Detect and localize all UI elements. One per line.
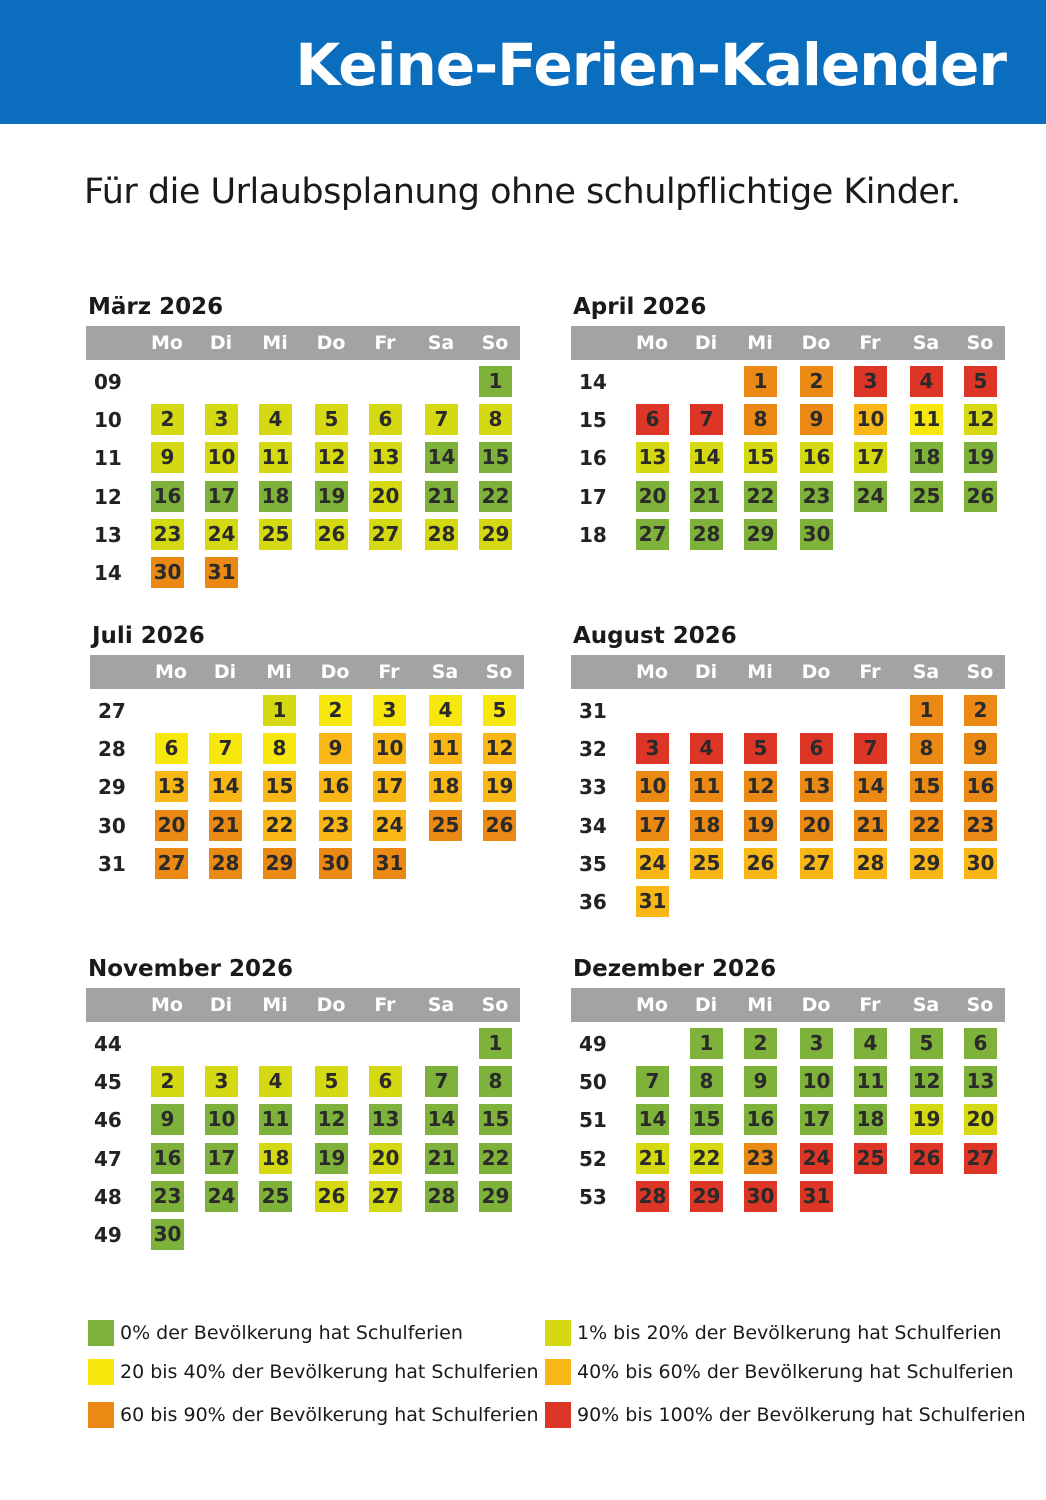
day-cell: 15 xyxy=(263,771,296,802)
month-title: März 2026 xyxy=(88,294,224,320)
day-cell: 17 xyxy=(205,481,238,512)
weekday-label: Mo xyxy=(155,661,187,683)
weekday-label: Di xyxy=(694,661,718,683)
day-cell: 1 xyxy=(479,366,512,397)
day-cell: 29 xyxy=(690,1181,723,1212)
day-cell: 23 xyxy=(151,519,184,550)
day-cell: 3 xyxy=(373,695,406,726)
weekday-label: Fr xyxy=(378,661,400,683)
day-cell: 31 xyxy=(800,1181,833,1212)
weekday-label: Mi xyxy=(262,994,288,1016)
week-number: 10 xyxy=(94,408,122,433)
weekday-label: Di xyxy=(213,661,237,683)
day-cell: 30 xyxy=(151,557,184,588)
day-cell: 22 xyxy=(479,481,512,512)
day-cell: 22 xyxy=(479,1143,512,1174)
day-cell: 22 xyxy=(263,810,296,841)
day-cell: 7 xyxy=(425,1066,458,1097)
day-cell: 11 xyxy=(259,1104,292,1135)
week-number: 31 xyxy=(98,851,126,876)
day-cell: 26 xyxy=(483,810,516,841)
day-cell: 23 xyxy=(964,810,997,841)
day-cell: 24 xyxy=(800,1143,833,1174)
day-cell: 7 xyxy=(209,733,242,764)
day-cell: 16 xyxy=(319,771,352,802)
week-number: 52 xyxy=(579,1146,607,1171)
weekday-label: So xyxy=(966,332,994,354)
weekday-label: Di xyxy=(694,994,718,1016)
day-cell: 25 xyxy=(259,519,292,550)
day-cell: 27 xyxy=(636,519,669,550)
day-cell: 20 xyxy=(369,1143,402,1174)
week-number: 46 xyxy=(94,1108,122,1133)
day-cell: 20 xyxy=(964,1104,997,1135)
weekday-label: Mo xyxy=(151,994,183,1016)
day-cell: 30 xyxy=(319,848,352,879)
day-cell: 2 xyxy=(964,695,997,726)
weekday-label: Mo xyxy=(636,994,668,1016)
legend-swatch xyxy=(545,1320,571,1346)
weekday-header xyxy=(86,988,520,1022)
legend-label: 40% bis 60% der Bevölkerung hat Schulferien xyxy=(577,1361,1014,1383)
weekday-label: So xyxy=(485,661,513,683)
day-cell: 16 xyxy=(151,1143,184,1174)
month-title: August 2026 xyxy=(573,623,737,649)
weekday-header xyxy=(571,326,1005,360)
day-cell: 19 xyxy=(964,442,997,473)
day-cell: 13 xyxy=(369,1104,402,1135)
day-cell: 30 xyxy=(744,1181,777,1212)
day-cell: 5 xyxy=(964,366,997,397)
day-cell: 13 xyxy=(636,442,669,473)
week-number: 28 xyxy=(98,737,126,762)
day-cell: 21 xyxy=(690,481,723,512)
day-cell: 17 xyxy=(205,1143,238,1174)
day-cell: 6 xyxy=(964,1028,997,1059)
weekday-label: Sa xyxy=(912,994,940,1016)
day-cell: 28 xyxy=(636,1181,669,1212)
day-cell: 19 xyxy=(315,1143,348,1174)
day-cell: 14 xyxy=(636,1104,669,1135)
day-cell: 22 xyxy=(690,1143,723,1174)
legend-label: 1% bis 20% der Bevölkerung hat Schulferien xyxy=(577,1322,1002,1344)
day-cell: 20 xyxy=(636,481,669,512)
week-number: 18 xyxy=(579,522,607,547)
day-cell: 9 xyxy=(151,1104,184,1135)
week-number: 14 xyxy=(579,370,607,394)
week-number: 09 xyxy=(94,370,122,394)
day-cell: 9 xyxy=(319,733,352,764)
day-cell: 26 xyxy=(315,1181,348,1212)
day-cell: 23 xyxy=(151,1181,184,1212)
weekday-label: Sa xyxy=(427,994,455,1016)
day-cell: 12 xyxy=(315,1104,348,1135)
day-cell: 4 xyxy=(910,366,943,397)
day-cell: 8 xyxy=(263,733,296,764)
day-cell: 5 xyxy=(315,404,348,435)
day-cell: 18 xyxy=(429,771,462,802)
day-cell: 28 xyxy=(425,519,458,550)
day-cell: 4 xyxy=(259,1066,292,1097)
day-cell: 19 xyxy=(910,1104,943,1135)
week-number: 12 xyxy=(94,484,122,509)
day-cell: 18 xyxy=(690,810,723,841)
day-cell: 26 xyxy=(964,481,997,512)
day-cell: 25 xyxy=(910,481,943,512)
day-cell: 10 xyxy=(205,1104,238,1135)
week-number: 53 xyxy=(579,1184,607,1209)
weekday-label: Do xyxy=(316,994,346,1016)
day-cell: 2 xyxy=(800,366,833,397)
legend-swatch xyxy=(545,1359,571,1385)
week-number: 30 xyxy=(98,813,126,838)
legend-swatch xyxy=(545,1402,571,1428)
weekday-label: So xyxy=(481,994,509,1016)
day-cell: 2 xyxy=(151,1066,184,1097)
day-cell: 8 xyxy=(910,733,943,764)
day-cell: 26 xyxy=(744,848,777,879)
week-number: 17 xyxy=(579,484,607,509)
weekday-label: Do xyxy=(316,332,346,354)
day-cell: 21 xyxy=(636,1143,669,1174)
month-title: April 2026 xyxy=(573,294,707,320)
week-number: 51 xyxy=(579,1108,607,1133)
day-cell: 24 xyxy=(854,481,887,512)
day-cell: 10 xyxy=(636,771,669,802)
day-cell: 10 xyxy=(373,733,406,764)
day-cell: 15 xyxy=(479,442,512,473)
week-number: 48 xyxy=(94,1184,122,1209)
day-cell: 23 xyxy=(319,810,352,841)
day-cell: 13 xyxy=(964,1066,997,1097)
weekday-label: Sa xyxy=(427,332,455,354)
week-number: 47 xyxy=(94,1146,122,1171)
day-cell: 23 xyxy=(800,481,833,512)
day-cell: 2 xyxy=(319,695,352,726)
day-cell: 6 xyxy=(369,404,402,435)
day-cell: 26 xyxy=(910,1143,943,1174)
page-title: Keine-Ferien-Kalender xyxy=(295,31,1006,99)
day-cell: 13 xyxy=(369,442,402,473)
week-number: 32 xyxy=(579,737,607,762)
day-cell: 7 xyxy=(425,404,458,435)
day-cell: 26 xyxy=(315,519,348,550)
day-cell: 21 xyxy=(425,481,458,512)
day-cell: 17 xyxy=(636,810,669,841)
day-cell: 23 xyxy=(744,1143,777,1174)
weekday-label: Sa xyxy=(431,661,459,683)
week-number: 11 xyxy=(94,446,122,471)
day-cell: 14 xyxy=(425,1104,458,1135)
day-cell: 27 xyxy=(800,848,833,879)
day-cell: 30 xyxy=(964,848,997,879)
day-cell: 27 xyxy=(964,1143,997,1174)
day-cell: 4 xyxy=(259,404,292,435)
day-cell: 27 xyxy=(369,1181,402,1212)
day-cell: 3 xyxy=(800,1028,833,1059)
day-cell: 17 xyxy=(373,771,406,802)
weekday-label: So xyxy=(966,661,994,683)
day-cell: 11 xyxy=(854,1066,887,1097)
legend-label: 20 bis 40% der Bevölkerung hat Schulferien xyxy=(120,1361,539,1383)
weekday-label: Fr xyxy=(859,332,881,354)
week-number: 29 xyxy=(98,775,126,800)
day-cell: 19 xyxy=(315,481,348,512)
day-cell: 29 xyxy=(479,519,512,550)
weekday-label: Mi xyxy=(262,332,288,354)
day-cell: 24 xyxy=(205,1181,238,1212)
weekday-header xyxy=(571,988,1005,1022)
day-cell: 10 xyxy=(854,404,887,435)
day-cell: 22 xyxy=(910,810,943,841)
day-cell: 18 xyxy=(259,481,292,512)
day-cell: 30 xyxy=(800,519,833,550)
day-cell: 8 xyxy=(690,1066,723,1097)
weekday-label: Mi xyxy=(747,994,773,1016)
weekday-label: Do xyxy=(320,661,350,683)
day-cell: 6 xyxy=(800,733,833,764)
weekday-label: Fr xyxy=(374,332,396,354)
day-cell: 12 xyxy=(910,1066,943,1097)
day-cell: 3 xyxy=(205,1066,238,1097)
day-cell: 27 xyxy=(155,848,188,879)
day-cell: 2 xyxy=(744,1028,777,1059)
day-cell: 5 xyxy=(744,733,777,764)
day-cell: 27 xyxy=(369,519,402,550)
day-cell: 25 xyxy=(690,848,723,879)
day-cell: 6 xyxy=(636,404,669,435)
day-cell: 7 xyxy=(690,404,723,435)
day-cell: 3 xyxy=(854,366,887,397)
weekday-label: Mi xyxy=(747,661,773,683)
day-cell: 14 xyxy=(209,771,242,802)
day-cell: 14 xyxy=(854,771,887,802)
day-cell: 6 xyxy=(369,1066,402,1097)
weekday-label: Di xyxy=(209,332,233,354)
day-cell: 28 xyxy=(209,848,242,879)
day-cell: 15 xyxy=(479,1104,512,1135)
legend-label: 0% der Bevölkerung hat Schulferien xyxy=(120,1322,463,1344)
day-cell: 28 xyxy=(690,519,723,550)
day-cell: 28 xyxy=(854,848,887,879)
day-cell: 1 xyxy=(479,1028,512,1059)
day-cell: 12 xyxy=(315,442,348,473)
week-number: 27 xyxy=(98,699,126,723)
day-cell: 19 xyxy=(744,810,777,841)
weekday-label: Sa xyxy=(912,332,940,354)
week-number: 35 xyxy=(579,851,607,876)
day-cell: 24 xyxy=(373,810,406,841)
day-cell: 9 xyxy=(744,1066,777,1097)
day-cell: 21 xyxy=(854,810,887,841)
weekday-label: Sa xyxy=(912,661,940,683)
day-cell: 9 xyxy=(964,733,997,764)
day-cell: 5 xyxy=(910,1028,943,1059)
legend-label: 60 bis 90% der Bevölkerung hat Schulferien xyxy=(120,1404,539,1426)
week-number: 34 xyxy=(579,813,607,838)
day-cell: 10 xyxy=(800,1066,833,1097)
day-cell: 11 xyxy=(910,404,943,435)
day-cell: 17 xyxy=(854,442,887,473)
day-cell: 25 xyxy=(429,810,462,841)
day-cell: 18 xyxy=(259,1143,292,1174)
day-cell: 16 xyxy=(151,481,184,512)
weekday-label: Mo xyxy=(636,332,668,354)
weekday-label: Do xyxy=(801,332,831,354)
day-cell: 10 xyxy=(205,442,238,473)
day-cell: 16 xyxy=(800,442,833,473)
week-number: 49 xyxy=(94,1223,122,1247)
month-title: November 2026 xyxy=(88,956,294,982)
day-cell: 16 xyxy=(744,1104,777,1135)
week-number: 49 xyxy=(579,1032,607,1056)
weekday-label: Do xyxy=(801,994,831,1016)
day-cell: 16 xyxy=(964,771,997,802)
day-cell: 3 xyxy=(636,733,669,764)
weekday-header xyxy=(90,655,524,689)
weekday-header xyxy=(571,655,1005,689)
day-cell: 31 xyxy=(636,886,669,917)
day-cell: 20 xyxy=(800,810,833,841)
day-cell: 5 xyxy=(483,695,516,726)
day-cell: 8 xyxy=(744,404,777,435)
day-cell: 20 xyxy=(155,810,188,841)
weekday-label: Fr xyxy=(859,994,881,1016)
day-cell: 3 xyxy=(205,404,238,435)
week-number: 45 xyxy=(94,1070,122,1095)
day-cell: 1 xyxy=(690,1028,723,1059)
day-cell: 29 xyxy=(744,519,777,550)
day-cell: 29 xyxy=(263,848,296,879)
week-number: 13 xyxy=(94,522,122,547)
legend-swatch xyxy=(88,1402,114,1428)
week-number: 16 xyxy=(579,446,607,471)
day-cell: 12 xyxy=(744,771,777,802)
day-cell: 4 xyxy=(690,733,723,764)
day-cell: 18 xyxy=(910,442,943,473)
day-cell: 24 xyxy=(636,848,669,879)
day-cell: 1 xyxy=(263,695,296,726)
day-cell: 4 xyxy=(854,1028,887,1059)
day-cell: 9 xyxy=(151,442,184,473)
day-cell: 15 xyxy=(744,442,777,473)
day-cell: 2 xyxy=(151,404,184,435)
day-cell: 15 xyxy=(910,771,943,802)
day-cell: 8 xyxy=(479,1066,512,1097)
day-cell: 1 xyxy=(910,695,943,726)
day-cell: 14 xyxy=(690,442,723,473)
weekday-label: Di xyxy=(694,332,718,354)
day-cell: 11 xyxy=(259,442,292,473)
day-cell: 8 xyxy=(479,404,512,435)
day-cell: 21 xyxy=(425,1143,458,1174)
weekday-label: Mi xyxy=(747,332,773,354)
day-cell: 11 xyxy=(690,771,723,802)
day-cell: 9 xyxy=(800,404,833,435)
week-number: 36 xyxy=(579,890,607,914)
day-cell: 7 xyxy=(636,1066,669,1097)
day-cell: 5 xyxy=(315,1066,348,1097)
day-cell: 30 xyxy=(151,1219,184,1250)
day-cell: 31 xyxy=(205,557,238,588)
page-subtitle: Für die Urlaubsplanung ohne schulpflichtige Kinder. xyxy=(84,172,961,212)
week-number: 14 xyxy=(94,561,122,585)
day-cell: 11 xyxy=(429,733,462,764)
day-cell: 29 xyxy=(479,1181,512,1212)
week-number: 44 xyxy=(94,1032,122,1056)
week-number: 50 xyxy=(579,1070,607,1095)
legend-swatch xyxy=(88,1320,114,1346)
week-number: 31 xyxy=(579,699,607,723)
day-cell: 13 xyxy=(800,771,833,802)
weekday-label: Di xyxy=(209,994,233,1016)
day-cell: 28 xyxy=(425,1181,458,1212)
day-cell: 25 xyxy=(259,1181,292,1212)
legend-label: 90% bis 100% der Bevölkerung hat Schulferien xyxy=(577,1404,1026,1426)
weekday-label: Fr xyxy=(859,661,881,683)
weekday-header xyxy=(86,326,520,360)
weekday-label: Mo xyxy=(636,661,668,683)
day-cell: 15 xyxy=(690,1104,723,1135)
weekday-label: So xyxy=(481,332,509,354)
legend-swatch xyxy=(88,1359,114,1385)
day-cell: 25 xyxy=(854,1143,887,1174)
day-cell: 13 xyxy=(155,771,188,802)
weekday-label: Fr xyxy=(374,994,396,1016)
day-cell: 1 xyxy=(744,366,777,397)
day-cell: 7 xyxy=(854,733,887,764)
day-cell: 4 xyxy=(429,695,462,726)
day-cell: 24 xyxy=(205,519,238,550)
day-cell: 12 xyxy=(483,733,516,764)
day-cell: 17 xyxy=(800,1104,833,1135)
day-cell: 19 xyxy=(483,771,516,802)
weekday-label: Mo xyxy=(151,332,183,354)
week-number: 15 xyxy=(579,408,607,433)
day-cell: 29 xyxy=(910,848,943,879)
header-bar xyxy=(0,0,1046,124)
day-cell: 20 xyxy=(369,481,402,512)
month-title: Dezember 2026 xyxy=(573,956,777,982)
day-cell: 6 xyxy=(155,733,188,764)
day-cell: 22 xyxy=(744,481,777,512)
weekday-label: Mi xyxy=(266,661,292,683)
day-cell: 12 xyxy=(964,404,997,435)
weekday-label: Do xyxy=(801,661,831,683)
week-number: 33 xyxy=(579,775,607,800)
month-title: Juli 2026 xyxy=(92,623,205,649)
day-cell: 21 xyxy=(209,810,242,841)
day-cell: 31 xyxy=(373,848,406,879)
day-cell: 18 xyxy=(854,1104,887,1135)
weekday-label: So xyxy=(966,994,994,1016)
day-cell: 14 xyxy=(425,442,458,473)
